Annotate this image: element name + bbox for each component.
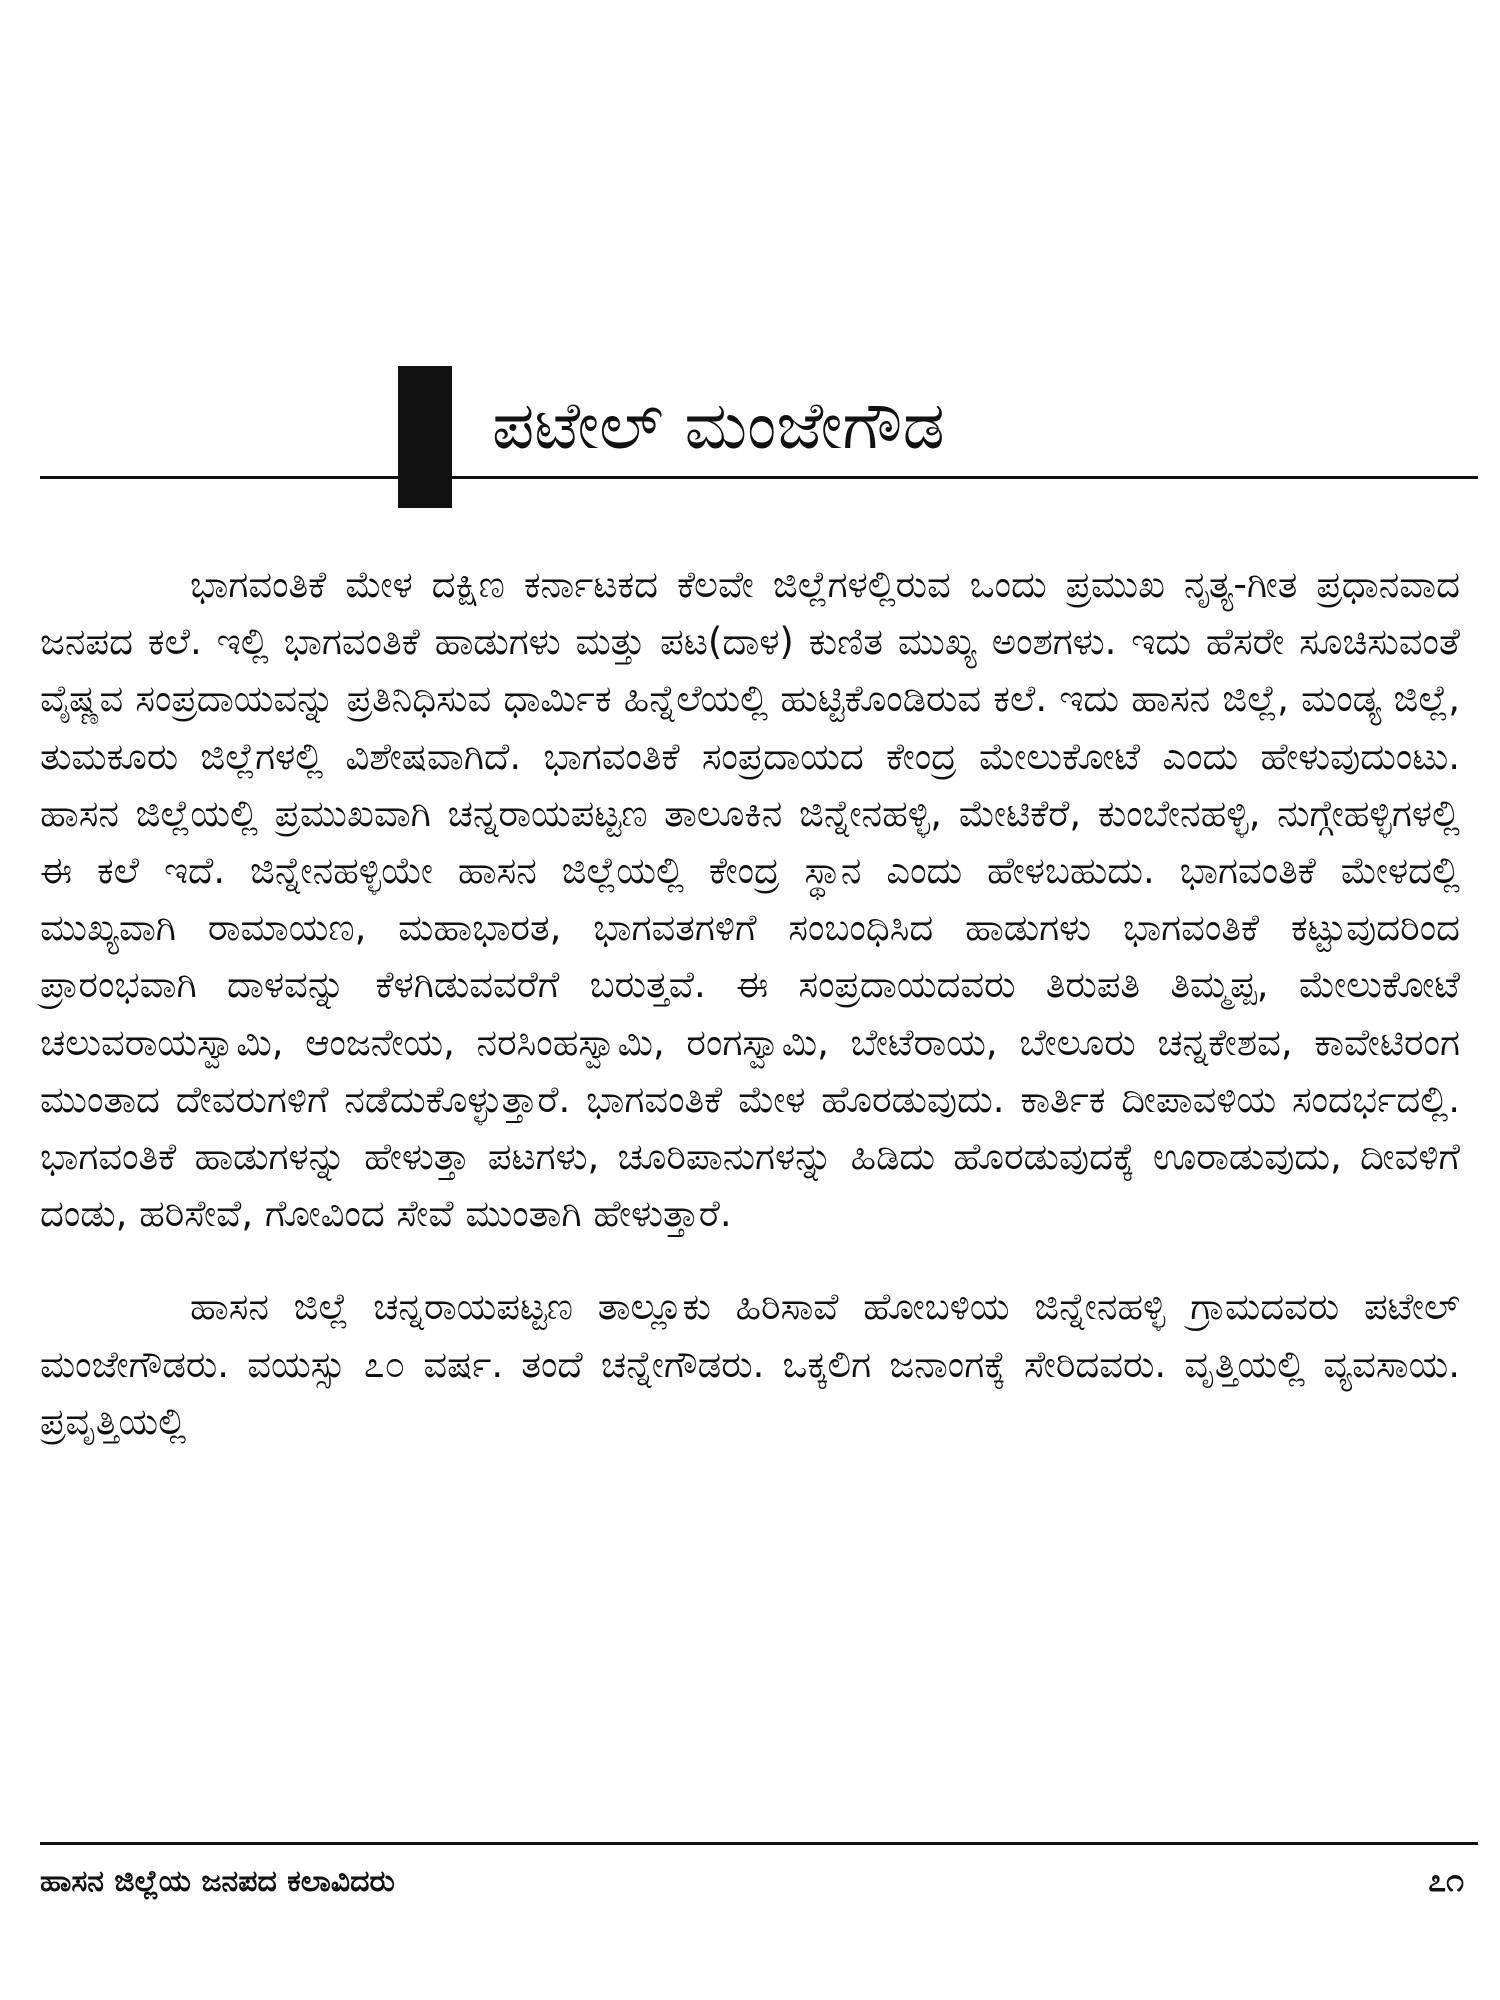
footer-rule	[40, 1842, 1478, 1845]
paragraph-2: ಹಾಸನ ಜಿಲ್ಲೆ ಚನ್ನರಾಯಪಟ್ಟಣ ತಾಲ್ಲೂಕು ಹಿರಿಸಾವೆ ಹೋಬಳಿಯ ಜಿನ್ನೇನಹಳ್ಳಿ ಗ್ರಾಮದವರು ಪಟೇಲ್ ಮಂಜೇಗೌಡರು. ವಯಸ್ಸು ೭೦ ವರ್ಷ. ತಂದೆ ಚನ್ನೇಗೌಡರು. ಒಕ್ಕಲಿಗ ಜನಾಂಗಕ್ಕೆ ಸೇರಿದವರು. ವೃತ್ತಿಯಲ್ಲಿ ವ್ಯವಸಾಯ. ಪ್ರವೃತ್ತಿಯಲ್ಲಿ	[40, 1285, 1460, 1443]
title-underline	[40, 476, 1478, 479]
body-text	[40, 556, 1460, 1450]
chapter-title-marker	[398, 366, 452, 508]
page-number: ೭೧	[1428, 1861, 1464, 1899]
running-footer-title: ಹಾಸನ ಜಿಲ್ಲೆಯ ಜನಪದ ಕಲಾವಿದರು	[40, 1864, 395, 1899]
chapter-title: ಪಟೇಲ್ ಮಂಜೇಗೌಡ	[492, 387, 945, 464]
paragraph-1: ಭಾಗವಂತಿಕೆ ಮೇಳ ದಕ್ಷಿಣ ಕರ್ನಾಟಕದ ಕೆಲವೇ ಜಿಲ್ಲೆಗಳಲ್ಲಿರುವ ಒಂದು ಪ್ರಮುಖ ನೃತ್ಯ-ಗೀತ ಪ್ರಧಾನವಾದ ಜನಪದ ಕಲೆ. ಇಲ್ಲಿ ಭಾಗವಂತಿಕೆ ಹಾಡುಗಳು ಮತ್ತು ಪಟ(ದಾಳ) ಕುಣಿತ ಮುಖ್ಯ ಅಂಶಗಳು. ಇದು ಹೆಸರೇ ಸೂಚಿಸುವಂತೆ ವೈಷ್ಣವ ಸಂಪ್ರದಾಯವನ್ನು ಪ್ರತಿನಿಧಿಸುವ ಧಾರ್ಮಿಕ ಹಿನ್ನೆಲೆಯಲ್ಲಿ ಹುಟ್ಟಿಕೊಂಡಿರುವ ಕಲೆ. ಇದು ಹಾಸನ ಜಿಲ್ಲೆ, ಮಂಡ್ಯ ಜಿಲ್ಲೆ, ತುಮಕೂರು ಜಿಲ್ಲೆಗಳಲ್ಲಿ ವಿಶೇಷವಾಗಿದೆ. ಭಾಗವಂತಿಕೆ ಸಂಪ್ರದಾಯದ ಕೇಂದ್ರ ಮೇಲುಕೋಟೆ ಎಂದು ಹೇಳುವುದುಂಟು. ಹಾಸನ ಜಿಲ್ಲೆಯಲ್ಲಿ ಪ್ರಮುಖವಾಗಿ ಚನ್ನರಾಯಪಟ್ಟಣ ತಾಲೂಕಿನ ಜಿನ್ನೇನಹಳ್ಳಿ, ಮೇಟಿಕೆರೆ, ಕುಂಬೇನಹಳ್ಳಿ, ನುಗ್ಗೇಹಳ್ಳಿಗಳಲ್ಲಿ ಈ ಕಲೆ ಇದೆ. ಜಿನ್ನೇನಹಳ್ಳಿಯೇ ಹಾಸನ ಜಿಲ್ಲೆಯಲ್ಲಿ ಕೇಂದ್ರ ಸ್ಥಾನ ಎಂದು ಹೇಳಬಹುದು. ಭಾಗವಂತಿಕೆ ಮೇಳದಲ್ಲಿ ಮುಖ್ಯವಾಗಿ ರಾಮಾಯಣ, ಮಹಾಭಾರತ, ಭಾಗವತಗಳಿಗೆ ಸಂಬಂಧಿಸಿದ ಹಾಡುಗಳು ಭಾಗವಂತಿಕೆ ಕಟ್ಟುವುದರಿಂದ ಪ್ರಾರಂಭವಾಗಿ ದಾಳವನ್ನು ಕೆಳಗಿಡುವವರೆಗೆ ಬರುತ್ತವೆ. ಈ ಸಂಪ್ರದಾಯದವರು ತಿರುಪತಿ ತಿಮ್ಮಪ್ಪ, ಮೇಲುಕೋಟೆ ಚಲುವರಾಯಸ್ವಾಮಿ, ಆಂಜನೇಯ, ನರಸಿಂಹಸ್ವಾಮಿ, ರಂಗಸ್ವಾಮಿ, ಬೇಟೆರಾಯ, ಬೇಲೂರು ಚನ್ನಕೇಶವ, ಕಾವೇಟಿರಂಗ ಮುಂತಾದ ದೇವರುಗಳಿಗೆ ನಡೆದುಕೊಳ್ಳುತ್ತಾರೆ. ಭಾಗವಂತಿಕೆ ಮೇಳ ಹೊರಡುವುದು. ಕಾರ್ತಿಕ ದೀಪಾವಳಿಯ ಸಂದರ್ಭದಲ್ಲಿ. ಭಾಗವಂತಿಕೆ ಹಾಡುಗಳನ್ನು ಹೇಳುತ್ತಾ ಪಟಗಳು, ಚೂರಿಪಾನುಗಳನ್ನು ಹಿಡಿದು ಹೊರಡುವುದಕ್ಕೆ ಊರಾಡುವುದು, ದೀವಳಿಗೆ ದಂಡು, ಹರಿಸೇವೆ, ಗೋವಿಂದ ಸೇವೆ ಮುಂತಾಗಿ ಹೇಳುತ್ತಾರೆ.	[40, 563, 1460, 1236]
